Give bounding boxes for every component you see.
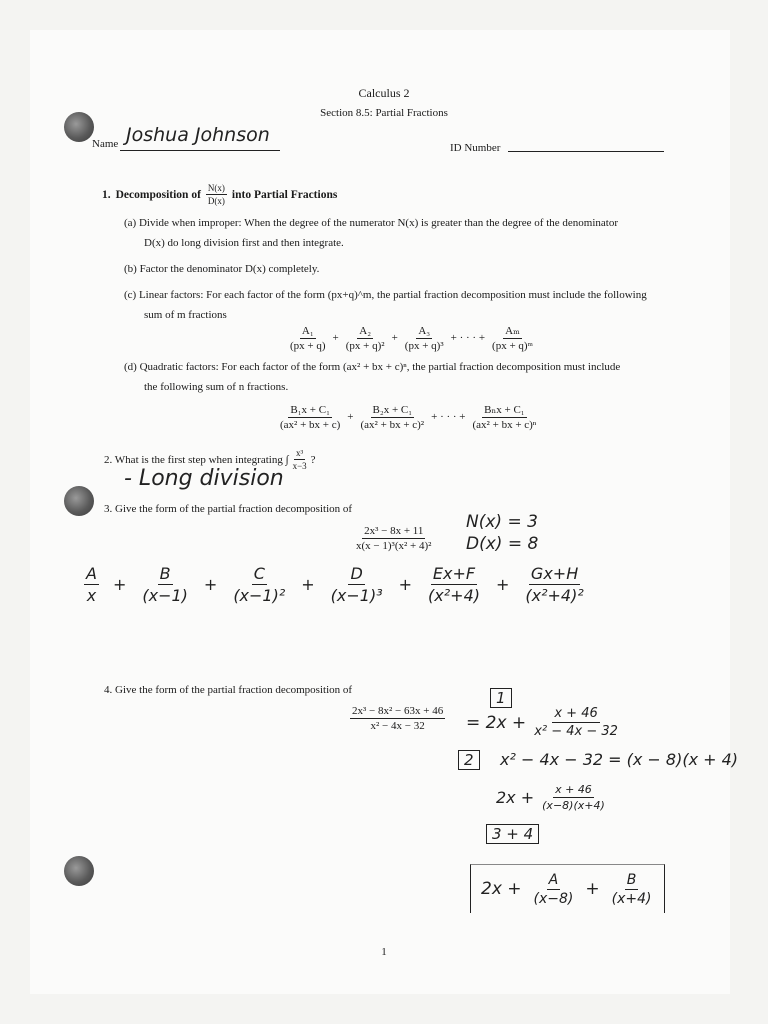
- q2-prompt: 2. What is the first step when integrating ∫ $\frac{\text{x³}}{x-3}$ ?: [104, 448, 316, 471]
- q4-step2-fraction: 2x + $\frac{x + 46}{(x-8)(x+4)}$: [496, 783, 605, 812]
- course-title: Calculus 2: [358, 86, 410, 100]
- q4-step3-label: 3 + 4: [486, 824, 539, 844]
- q4-step1-label: 1: [490, 688, 512, 708]
- q4-expression: $\frac{\text{2x³ − 8x² − 63x + 46}}{\text{x² − 4x − 32}}$: [352, 705, 444, 732]
- punch-hole-bottom: [64, 856, 94, 886]
- q1-item-c: (c) Linear factors: For each factor of the form (px+q)^m, the partial fraction decomposition must include the following: [124, 289, 647, 301]
- linear-factor-sum: $\frac{\text{A₁}}{(px + q)}$ + $\frac{\text{A₂}}{\text{(px + q)²}}$ + $\frac{\text{A₃}}{\text{(px + q)³}}$ + · · · + $\frac{\text{Aₘ}}{\text{(px + q)ᵐ}}$: [290, 324, 533, 352]
- q3-note-numerator: N(x) = 3: [466, 512, 538, 532]
- q3-term: $\frac{A}{x}$: [86, 564, 97, 605]
- q4-step2-label: 2: [458, 750, 480, 770]
- q3-handwritten-answer: $\frac{A}{x}$ + $\frac{B}{(x-1)}$ + $\frac{C}{\text{(x−1)²}}$ + $\frac{D}{\text{(x−1)³}}$ + $\frac{Ex+F}{\text{(x²+4)}}$ + $\frac{Gx+H}{\text{(x²+4)²}}$: [86, 564, 584, 605]
- q3-term: $\frac{C}{\text{(x−1)²}}$: [233, 564, 286, 605]
- linear-term: $\frac{\text{Aₘ}}{\text{(px + q)ᵐ}}$: [492, 325, 533, 352]
- q3-term: $\frac{B}{(x-1)}$: [142, 564, 188, 605]
- name-label: Name: [92, 138, 119, 150]
- quadratic-term: $\frac{\text{B₂x + C₁}}{\text{(ax² + bx + c)²}}$: [360, 403, 425, 431]
- name-line: [120, 150, 280, 151]
- q4-step2: x² − 4x − 32 = (x − 8)(x + 4): [500, 750, 739, 769]
- q4-final-answer: 2x + $\frac{A}{(x-8)}$ + $\frac{B}{(x+4)}$: [470, 864, 665, 913]
- section-title: Section 8.5: Partial Fractions: [320, 107, 448, 119]
- quadratic-term: $\frac{\text{B₁x + C₁}}{\text{(ax² + bx + c)}}$: [280, 403, 341, 431]
- q1-item-a-cont: D(x) do long division first and then integrate.: [144, 237, 344, 249]
- q3-expression: $\frac{\text{2x³ − 8x + 11}}{\text{x(x − 1)³(x² + 4)²}}$: [356, 525, 432, 552]
- q3-term: $\frac{Gx+H}{\text{(x²+4)²}}$: [525, 564, 584, 605]
- punch-hole-middle: [64, 486, 94, 516]
- q3-term: $\frac{Ex+F}{\text{(x²+4)}}$: [428, 564, 480, 605]
- linear-term: $\frac{\text{A₁}}{(px + q)}$: [290, 324, 326, 352]
- q1-item-b: (b) Factor the denominator D(x) completely.: [124, 263, 320, 275]
- quadratic-factor-sum: $\frac{\text{B₁x + C₁}}{\text{(ax² + bx + c)}}$ + $\frac{\text{B₂x + C₁}}{\text{(ax² + bx + c)²}}$ + · · · + $\frac{\text{Bₙx + C₁}}{\text{(ax² + bx + c)ⁿ}}$: [280, 403, 537, 431]
- q4-step1: = 2x + $\frac{x + 46}{\text{x² − 4x − 32}}$: [466, 706, 618, 739]
- q3-prompt: 3. Give the form of the partial fraction decomposition of: [104, 503, 353, 515]
- linear-term: $\frac{\text{A₃}}{\text{(px + q)³}}$: [404, 324, 444, 352]
- q4-prompt: 4. Give the form of the partial fraction decomposition of: [104, 684, 353, 696]
- id-label: ID Number: [450, 142, 501, 154]
- linear-term: $\frac{\text{A₂}}{\text{(px + q)²}}$: [345, 324, 385, 352]
- q1-heading: 1. Decomposition of $\frac{N(x)}{D(x)}$ into Partial Fractions: [102, 183, 338, 206]
- q1-item-a: (a) Divide when improper: When the degree of the numerator N(x) is greater than the degree of the denominator: [124, 217, 618, 229]
- name-value: Joshua Johnson: [126, 124, 270, 146]
- id-line[interactable]: [508, 151, 664, 152]
- q1-item-d-cont: the following sum of n fractions.: [144, 381, 289, 393]
- q3-note-denominator: D(x) = 8: [466, 534, 539, 554]
- q3-term: $\frac{D}{\text{(x−1)³}}$: [330, 564, 383, 605]
- page-number: 1: [381, 946, 387, 958]
- q1-item-d: (d) Quadratic factors: For each factor of the form (ax² + bx + c)ⁿ, the partial fraction decomposition must include: [124, 361, 621, 373]
- quadratic-term: $\frac{\text{Bₙx + C₁}}{\text{(ax² + bx + c)ⁿ}}$: [472, 404, 537, 431]
- q1-item-c-cont: sum of m fractions: [144, 309, 227, 321]
- q2-answer: - Long division: [124, 466, 284, 491]
